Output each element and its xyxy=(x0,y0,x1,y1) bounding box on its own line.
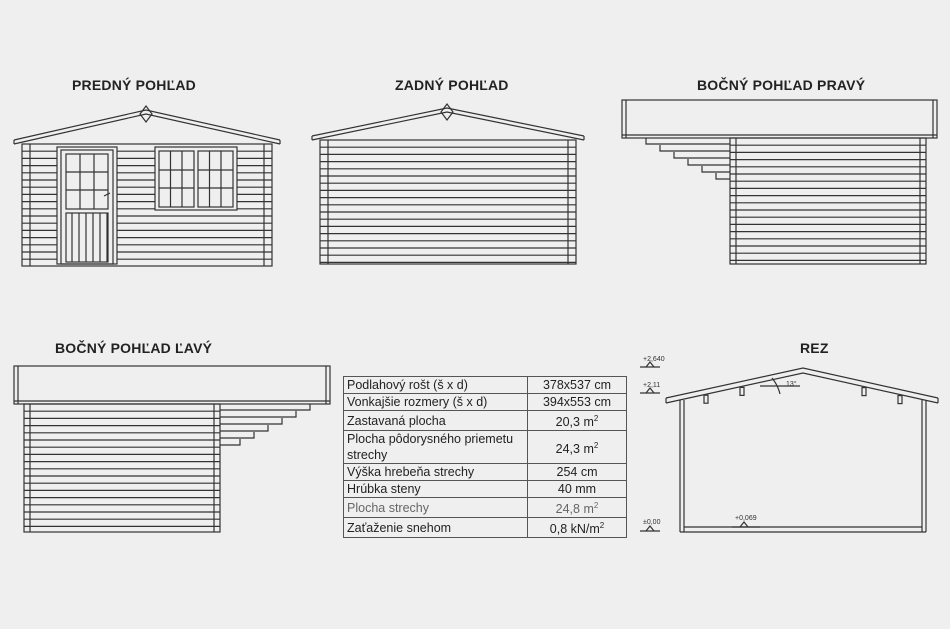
spec-label: Zaťaženie snehom xyxy=(344,518,528,538)
spec-value: 40 mm xyxy=(528,481,627,498)
spec-label: Hrúbka steny xyxy=(344,481,528,498)
spec-row xyxy=(344,411,627,431)
front-view-title: PREDNÝ POHĽAD xyxy=(72,77,196,93)
level-label-eave: +2,11 xyxy=(643,382,661,389)
right-view-title: BOČNÝ POHĽAD PRAVÝ xyxy=(697,77,866,93)
section-view-title: REZ xyxy=(800,340,829,356)
spec-label: Zastavaná plocha xyxy=(344,411,528,431)
spec-value: 20,3 $m^2$ xyxy=(528,411,627,431)
spec-row xyxy=(344,481,627,498)
left-view-title: BOČNÝ POHĽAD ĽAVÝ xyxy=(55,340,213,356)
spec-value: 254 cm xyxy=(528,464,627,481)
spec-row xyxy=(344,394,627,411)
spec-value: 24,3 $m^2$ xyxy=(528,431,627,464)
spec-row xyxy=(344,464,627,481)
spec-row xyxy=(344,377,627,394)
spec-label: Plocha pôdorysného priemetu strechy xyxy=(344,431,528,464)
level-label-floor: +0,069 xyxy=(735,515,757,522)
spec-label: Vonkajšie rozmery (š x d) xyxy=(344,394,528,411)
spec-value: 24,8 $m^2$ xyxy=(528,498,627,518)
spec-label: Výška hrebeňa strechy xyxy=(344,464,528,481)
spec-label: Podlahový rošt (š x d) xyxy=(344,377,528,394)
spec-value: 0,8 $kN/m^2$ xyxy=(528,518,627,538)
specs-table xyxy=(343,376,627,538)
spec-value: 378x537 cm xyxy=(528,377,627,394)
level-label-ground: ±0,00 xyxy=(643,519,661,526)
roof-angle-label: 13° xyxy=(786,381,797,388)
spec-row xyxy=(344,518,627,538)
level-label-ridge: +2,640 xyxy=(643,356,665,363)
spec-label: Plocha strechy xyxy=(344,498,528,518)
spec-value: 394x553 cm xyxy=(528,394,627,411)
back-view-title: ZADNÝ POHĽAD xyxy=(395,77,509,93)
spec-row xyxy=(344,498,627,518)
spec-row xyxy=(344,431,627,464)
